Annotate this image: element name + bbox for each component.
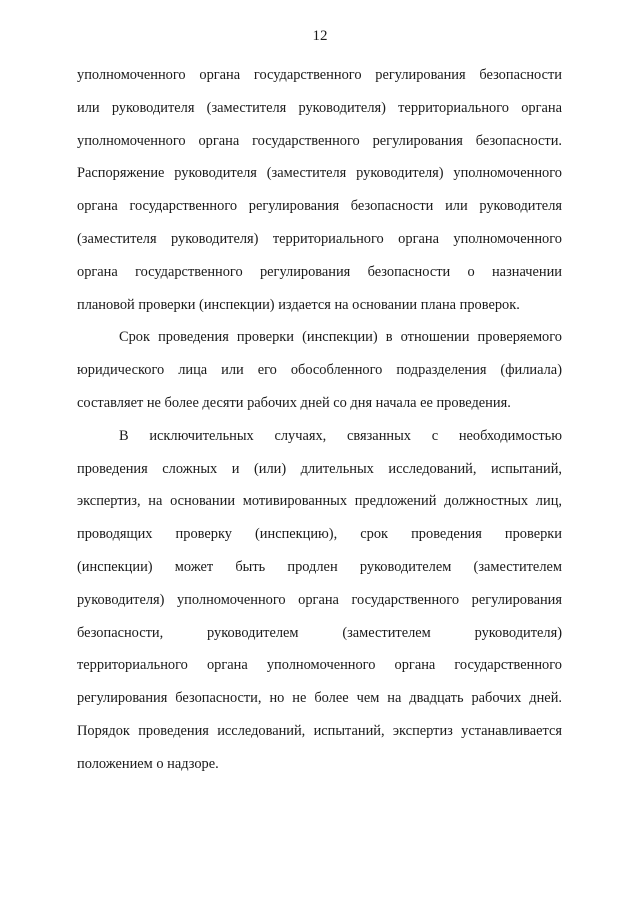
- text-line: органа государственного регулирования безопасности или руководителя: [77, 198, 562, 215]
- body-text: [77, 64, 562, 786]
- text-line: составляет не более десяти рабочих дней со дня начала ее проведения.: [77, 394, 511, 411]
- text-line: проведения сложных и (или) длительных исследований, испытаний,: [77, 460, 562, 477]
- text-line: Распоряжение руководителя (заместителя руководителя) уполномоченного: [77, 165, 562, 182]
- text-line: Срок проведения проверки (инспекции) в отношении проверяемого: [119, 329, 562, 346]
- text-line: плановой проверки (инспекции) издается на основании плана проверок.: [77, 296, 520, 313]
- text-line: руководителя) уполномоченного органа государственного регулирования: [77, 591, 562, 608]
- text-line: уполномоченного органа государственного регулирования безопасности.: [77, 132, 562, 149]
- text-line: регулирования безопасности, но не более чем на двадцать рабочих дней.: [77, 690, 562, 707]
- text-line: безопасности, руководителем (заместителем руководителя): [77, 624, 562, 641]
- text-line: юридического лица или его обособленного подразделения (филиала): [77, 362, 562, 379]
- text-line: проводящих проверку (инспекцию), срок проведения проверки: [77, 526, 562, 543]
- text-line: экспертиз, на основании мотивированных предложений должностных лиц,: [77, 493, 562, 510]
- text-line: (заместителя руководителя) территориального органа уполномоченного: [77, 230, 562, 247]
- text-line: В исключительных случаях, связанных с необходимостью: [119, 427, 562, 444]
- page-number: 12: [312, 28, 328, 44]
- text-line: положением о надзоре.: [77, 755, 219, 772]
- text-line: или руководителя (заместителя руководителя) территориального органа: [77, 99, 562, 116]
- text-line: территориального органа уполномоченного органа государственного: [77, 657, 562, 674]
- text-line: Порядок проведения исследований, испытаний, экспертиз устанавливается: [77, 722, 562, 739]
- text-line: органа государственного регулирования безопасности о назначении: [77, 263, 562, 280]
- text-line: (инспекции) может быть продлен руководителем (заместителем: [77, 558, 562, 575]
- text-line: уполномоченного органа государственного регулирования безопасности: [77, 67, 562, 83]
